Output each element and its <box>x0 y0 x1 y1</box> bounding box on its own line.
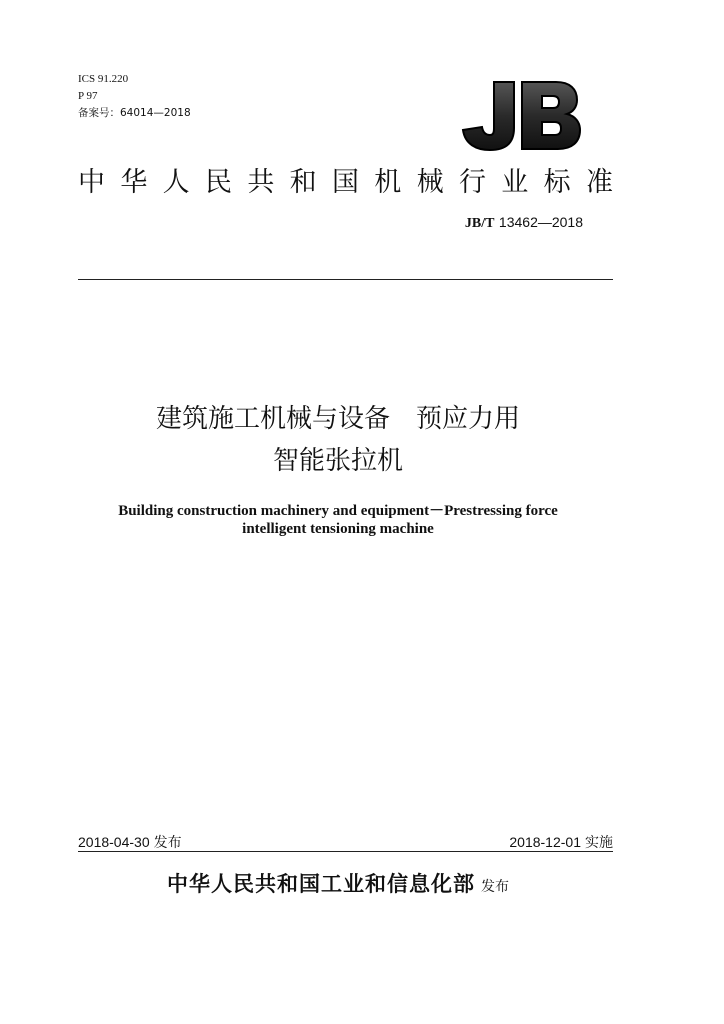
publisher-name: 中华人民共和国工业和信息化部 <box>167 872 475 896</box>
filing-number: 备案号：64014—2018 <box>78 107 191 119</box>
title-char: 国 <box>331 167 359 198</box>
title-char: 和 <box>289 167 317 198</box>
title-char: 机 <box>374 167 402 198</box>
implementation-date <box>509 832 613 852</box>
title-char: 械 <box>416 167 444 198</box>
standard-number <box>465 214 583 232</box>
classification-block <box>78 71 191 122</box>
issue-date-label: 发布 <box>153 835 182 851</box>
title-char: 民 <box>204 167 232 198</box>
standard-year-number: 13462—2018 <box>498 214 583 230</box>
implementation-date-label: 实施 <box>585 835 613 851</box>
title-char: 业 <box>501 167 529 198</box>
title-char: 行 <box>458 167 486 198</box>
title-char: 人 <box>162 167 190 198</box>
english-title-line-1: Building construction machinery and equipment－Prestressing force <box>118 503 558 519</box>
chinese-title-line-1: 建筑施工机械与设备 预应力用 <box>155 404 520 434</box>
issue-date-value: 2018-04-30 <box>78 834 150 850</box>
top-divider <box>78 279 613 280</box>
title-char: 准 <box>585 167 613 198</box>
publisher-suffix: 发布 <box>481 879 509 895</box>
bottom-divider <box>78 851 613 852</box>
standard-code: JB/T <box>464 216 495 231</box>
issuing-category-title <box>78 163 613 203</box>
title-char: 共 <box>247 167 275 198</box>
issue-date <box>78 832 182 852</box>
title-char: 标 <box>543 167 571 198</box>
english-title-line-2: intelligent tensioning machine <box>242 521 434 537</box>
ics-code: ICS 91.220 <box>78 73 129 85</box>
publisher-line <box>0 868 676 898</box>
ccs-code: P 97 <box>78 90 98 102</box>
title-char: 华 <box>120 167 148 198</box>
jb-logo <box>458 78 583 153</box>
chinese-title-line-2: 智能张拉机 <box>272 446 403 476</box>
title-char: 中 <box>78 167 105 198</box>
implementation-date-value: 2018-12-01 <box>509 834 581 850</box>
